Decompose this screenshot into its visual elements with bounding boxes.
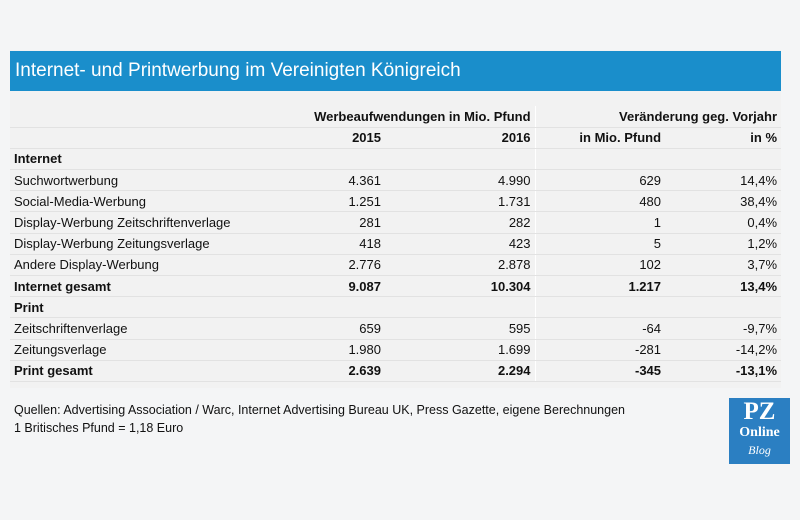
cell-2015: 1.980 — [285, 339, 385, 360]
advertising-table — [10, 106, 781, 382]
table-row — [10, 233, 781, 254]
table-row — [10, 339, 781, 360]
row-label: Suchwortwerbung — [10, 170, 285, 191]
cell-2015: 4.361 — [285, 170, 385, 191]
cell-pct: 13,4% — [665, 276, 781, 297]
cell-pct: -13,1% — [665, 360, 781, 381]
row-label: Social-Media-Werbung — [10, 191, 285, 212]
cell-diff: 5 — [535, 233, 665, 254]
cell-pct: 0,4% — [665, 212, 781, 233]
section-label-internet: Internet — [10, 148, 285, 169]
header-row-groups — [10, 106, 781, 127]
header-spending: Werbeaufwendungen in Mio. Pfund — [285, 106, 535, 127]
cell-2016: 4.990 — [385, 170, 535, 191]
section-row-internet — [10, 148, 781, 169]
row-label: Andere Display-Werbung — [10, 254, 285, 275]
table-row — [10, 170, 781, 191]
sources-note — [14, 401, 724, 437]
row-label: Internet gesamt — [10, 276, 285, 297]
row-label: Display-Werbung Zeitschriftenverlage — [10, 212, 285, 233]
cell-diff: 480 — [535, 191, 665, 212]
table-row — [10, 191, 781, 212]
cell-pct: -9,7% — [665, 318, 781, 339]
cell-pct: -14,2% — [665, 339, 781, 360]
cell-2016: 2.878 — [385, 254, 535, 275]
sources-line: Quellen: Advertising Association / Warc, Internet Advertising Bureau UK, Press Gazette, eigene Berechnungen — [14, 403, 625, 417]
header-2015: 2015 — [285, 127, 385, 148]
cell-2015: 418 — [285, 233, 385, 254]
logo-line-online: Online — [739, 425, 780, 440]
header-change: Veränderung geg. Vorjahr — [535, 106, 781, 127]
cell-diff: 1 — [535, 212, 665, 233]
cell-2016: 595 — [385, 318, 535, 339]
cell-diff: 102 — [535, 254, 665, 275]
cell-2015: 2.639 — [285, 360, 385, 381]
cell-pct: 1,2% — [665, 233, 781, 254]
cell-2015: 9.087 — [285, 276, 385, 297]
header-row-columns — [10, 127, 781, 148]
cell-2016: 10.304 — [385, 276, 535, 297]
total-row-print — [10, 360, 781, 381]
cell-diff: 1.217 — [535, 276, 665, 297]
cell-diff: -64 — [535, 318, 665, 339]
cell-2016: 282 — [385, 212, 535, 233]
cell-diff: 629 — [535, 170, 665, 191]
row-label: Print gesamt — [10, 360, 285, 381]
table-row — [10, 212, 781, 233]
exchange-rate-line: 1 Britisches Pfund = 1,18 Euro — [14, 421, 184, 435]
cell-2015: 1.251 — [285, 191, 385, 212]
cell-2015: 2.776 — [285, 254, 385, 275]
cell-2015: 659 — [285, 318, 385, 339]
cell-2015: 281 — [285, 212, 385, 233]
total-row-internet — [10, 276, 781, 297]
pz-online-blog-logo — [729, 398, 790, 464]
header-percent: in % — [665, 127, 781, 148]
cell-2016: 1.731 — [385, 191, 535, 212]
table-title: Internet- und Printwerbung im Vereinigten Königreich — [10, 51, 781, 91]
table-row — [10, 318, 781, 339]
cell-2016: 1.699 — [385, 339, 535, 360]
section-row-print — [10, 297, 781, 318]
cell-pct: 3,7% — [665, 254, 781, 275]
logo-line-pz: PZ — [743, 398, 776, 425]
cell-2016: 423 — [385, 233, 535, 254]
header-mio-pfund: in Mio. Pfund — [535, 127, 665, 148]
row-label: Display-Werbung Zeitungsverlage — [10, 233, 285, 254]
cell-diff: -345 — [535, 360, 665, 381]
cell-2016: 2.294 — [385, 360, 535, 381]
table-row — [10, 254, 781, 275]
cell-diff: -281 — [535, 339, 665, 360]
logo-line-blog: Blog — [748, 443, 771, 457]
section-label-print: Print — [10, 297, 285, 318]
row-label: Zeitschriftenverlage — [10, 318, 285, 339]
cell-pct: 14,4% — [665, 170, 781, 191]
row-label: Zeitungsverlage — [10, 339, 285, 360]
cell-pct: 38,4% — [665, 191, 781, 212]
header-2016: 2016 — [385, 127, 535, 148]
